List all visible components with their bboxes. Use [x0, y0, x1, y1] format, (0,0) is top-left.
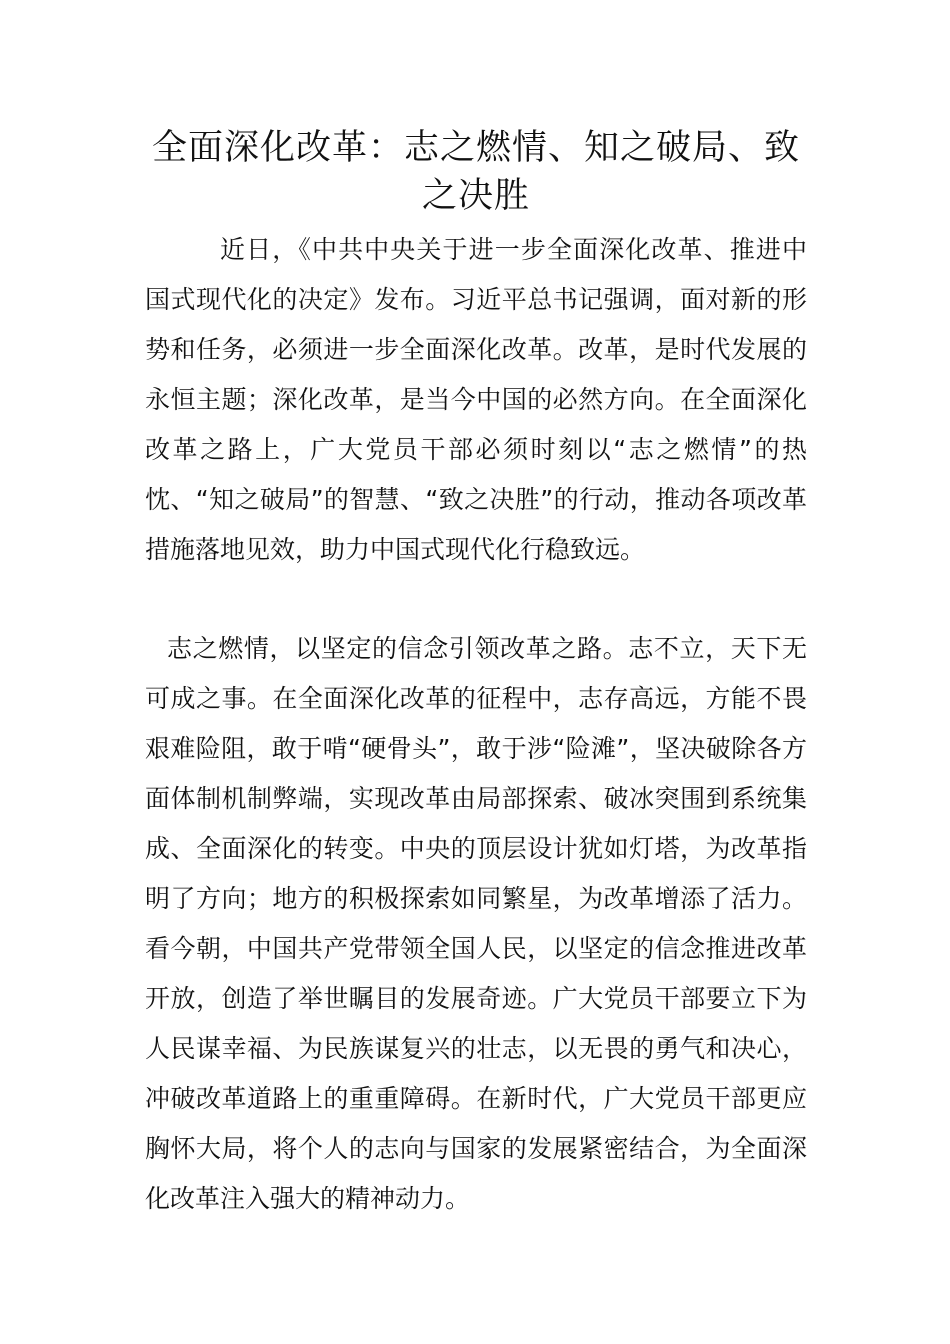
paragraph-intro: 近日，《中共中央关于进一步全面深化改革、推进中国式现代化的决定》发布。习近平总书记强调，面对新的形势和任务，必须进一步全面深化改革。改革，是时代发展的永恒主题；深化改革，是当今中国的必然方向。在全面深化改革之路上，广大党员干部必须时刻以“志之燃情”的热忱、“知之破局”的智慧、“致之决胜”的行动，推动各项改革措施落地见效，助力中国式现代化行稳致远。: [145, 235, 807, 564]
paragraph-zhi-zhi-ran-qing: 志之燃情，以坚定的信念引领改革之路。志不立，天下无可成之事。在全面深化改革的征程中，志存高远，方能不畏艰难险阻，敢于啃“硬骨头”，敢于涉“险滩”，坚决破除各方面体制机制弊端，实现改革由局部探索、破冰突围到系统集成、全面深化的转变。中央的顶层设计犹如灯塔，为改革指明了方向；地方的积极探索如同繁星，为改革增添了活力。看今朝，中国共产党带领全国人民，以坚定的信念推进改革开放，创造了举世瞩目的发展奇迹。广大党员干部要立下为人民谋幸福、为民族谋复兴的壮志，以无畏的勇气和决心，冲破改革道路上的重重障碍。在新时代，广大党员干部更应胸怀大局，将个人的志向与国家的发展紧密结合，为全面深化改革注入强大的精神动力。: [145, 634, 807, 1213]
document-title: 全面深化改革：志之燃情、知之破局、致之决胜: [151, 128, 800, 216]
